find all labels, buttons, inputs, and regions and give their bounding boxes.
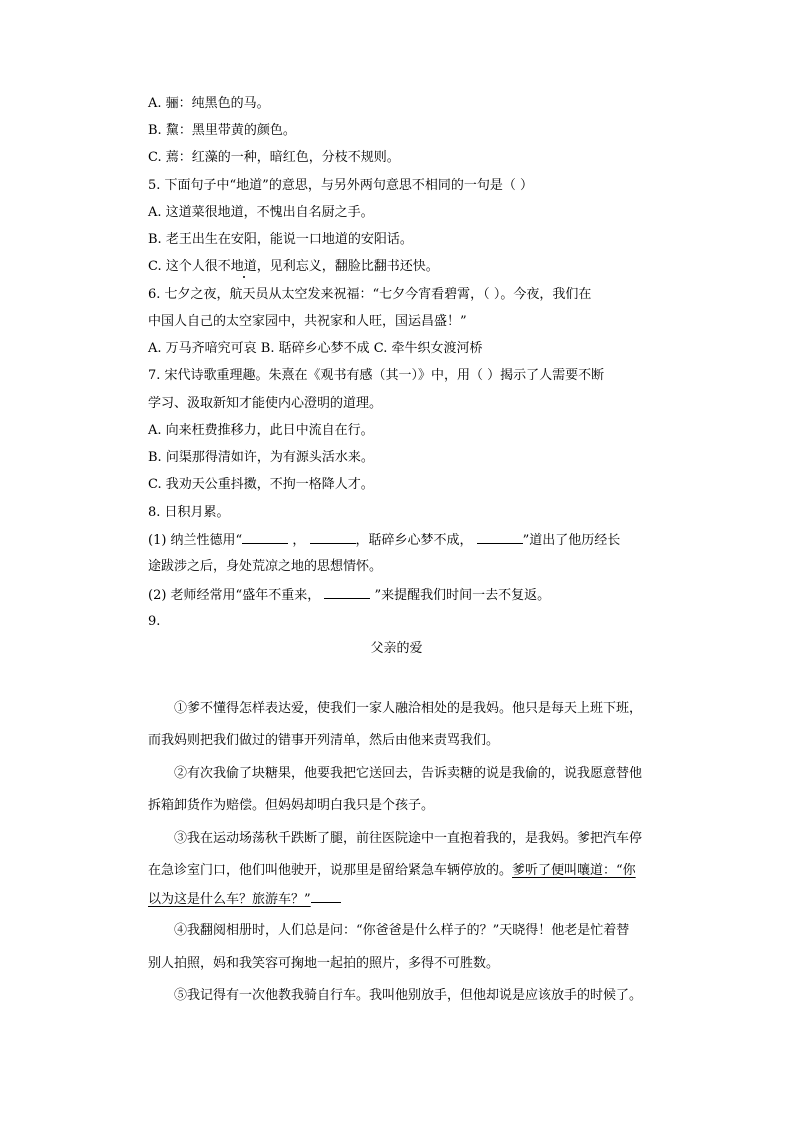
fill-blank-2[interactable] bbox=[310, 531, 356, 544]
q5-option-c-post: ，见利忘义，翻脸比翻书还快。 bbox=[256, 259, 439, 274]
underline-tail bbox=[311, 890, 341, 903]
passage-underlined-sentence-part1: 爹听了便叫嚷道：“你 bbox=[512, 863, 636, 878]
passage-p2-line2: 拆箱卸货作为赔偿。但妈妈却明白我只是个孩子。 bbox=[148, 798, 435, 813]
q7-option-b: B. 问渠那得清如许，为有源头活水来。 bbox=[148, 450, 374, 465]
passage-p3-text: 在急诊室门口，他们叫他驶开，说那里是留给紧急车辆停放的。 bbox=[148, 863, 513, 878]
q8-sub2-text-a: (2) 老师经常用“盛年不重来， bbox=[148, 588, 321, 603]
passage-p3-line3 bbox=[148, 890, 676, 909]
q8-sub2-text-b: ”来提醒我们时间一去不复返。 bbox=[374, 588, 551, 603]
fill-blank-4[interactable] bbox=[324, 586, 370, 599]
q8-sub1-text-c: ，聒碎乡心梦不成， bbox=[355, 533, 473, 548]
q5-option-c-pre: C. 这个人很不 bbox=[148, 259, 231, 274]
q4-option-b: B. 黧：黑里带黄的颜色。 bbox=[148, 123, 296, 138]
passage-p3-line2 bbox=[148, 862, 676, 880]
q9-number: 9. bbox=[148, 614, 161, 629]
fill-blank-1[interactable] bbox=[242, 531, 288, 544]
q5-option-c bbox=[148, 258, 439, 276]
q7-stem-line2: 学习、汲取新知才能使内心澄明的道理。 bbox=[148, 396, 383, 411]
q6-options: A. 万马齐喑究可哀 B. 聒碎乡心梦不成 C. 牵牛织女渡河桥 bbox=[148, 341, 483, 356]
passage-p1-line1: ①爹不懂得怎样表达爱，使我们一家人融洽相处的是我妈。他只是每天上班下班， bbox=[174, 701, 643, 716]
fill-blank-3[interactable] bbox=[477, 531, 523, 544]
q5-option-a: A. 这道菜很地道，不愧出自名厨之手。 bbox=[148, 205, 374, 220]
passage-title: 父亲的爱 bbox=[370, 641, 423, 656]
q8-sub2 bbox=[148, 586, 550, 605]
passage-p2-line1: ②有次我偷了块糖果，他要我把它送回去，告诉卖糖的说是我偷的，说我愿意替他 bbox=[174, 766, 643, 781]
q8-sub1-text-d: ”道出了他历经长 bbox=[522, 533, 621, 548]
passage-p4-line2: 别人拍照，妈和我笑容可掬地一起拍的照片，多得不可胜数。 bbox=[148, 956, 500, 971]
q5-option-c-emphasis: 地道 bbox=[230, 259, 257, 274]
q4-option-c: C. 蔫：红藻的一种，暗红色，分枝不规则。 bbox=[148, 150, 400, 165]
q8-stem: 8. 日积月累。 bbox=[148, 505, 230, 520]
q6-stem-line2: 中国人自己的太空家园中，共祝家和人旺，国运昌盛！” bbox=[148, 314, 467, 329]
passage-p5-line1: ⑤我记得有一次他教我骑自行车。我叫他别放手，但他却说是应该放手的时候了。 bbox=[174, 988, 643, 1003]
q8-sub1-text-a: (1) 纳兰性德用“ bbox=[148, 533, 243, 548]
passage-p4-line1: ④我翻阅相册时，人们总是问：“你爸爸是什么样子的？”天晓得！他老是忙着替 bbox=[174, 923, 630, 938]
q4-option-a: A. 骊：纯黑色的马。 bbox=[148, 96, 270, 111]
q8-sub1-line1 bbox=[148, 531, 620, 550]
q5-option-b: B. 老王出生在安阳，能说一口地道的安阳话。 bbox=[148, 232, 413, 247]
passage-underlined-sentence-part2: 以为这是什么车？旅游车？” bbox=[148, 892, 311, 907]
q7-option-c: C. 我劝天公重抖擞，不拘一格降人才。 bbox=[148, 477, 374, 492]
q5-stem: 5. 下面句子中“地道”的意思，与另外两句意思不相同的一句是（ ） bbox=[148, 178, 533, 193]
passage-p3-line1: ③我在运动场荡秋千跌断了腿，前往医院途中一直抱着我的，是我妈。爹把汽车停 bbox=[174, 831, 643, 846]
q6-stem-line1: 6. 七夕之夜，航天员从太空发来祝福：“七夕今宵看碧霄，（ ）。今夜，我们在 bbox=[148, 287, 592, 302]
q7-option-a: A. 向来枉费推移力，此日中流自在行。 bbox=[148, 423, 374, 438]
q7-stem-line1: 7. 宋代诗歌重理趣。朱熹在《观书有感（其一）》中，用（ ）揭示了人需要不断 bbox=[148, 368, 605, 383]
q8-sub1-text-b: ， bbox=[292, 533, 306, 548]
passage-p1-line2: 而我妈则把我们做过的错事开列清单，然后由他来责骂我们。 bbox=[148, 733, 500, 748]
q8-sub1-line2: 途跋涉之后，身处荒凉之地的思想情怀。 bbox=[148, 559, 383, 574]
